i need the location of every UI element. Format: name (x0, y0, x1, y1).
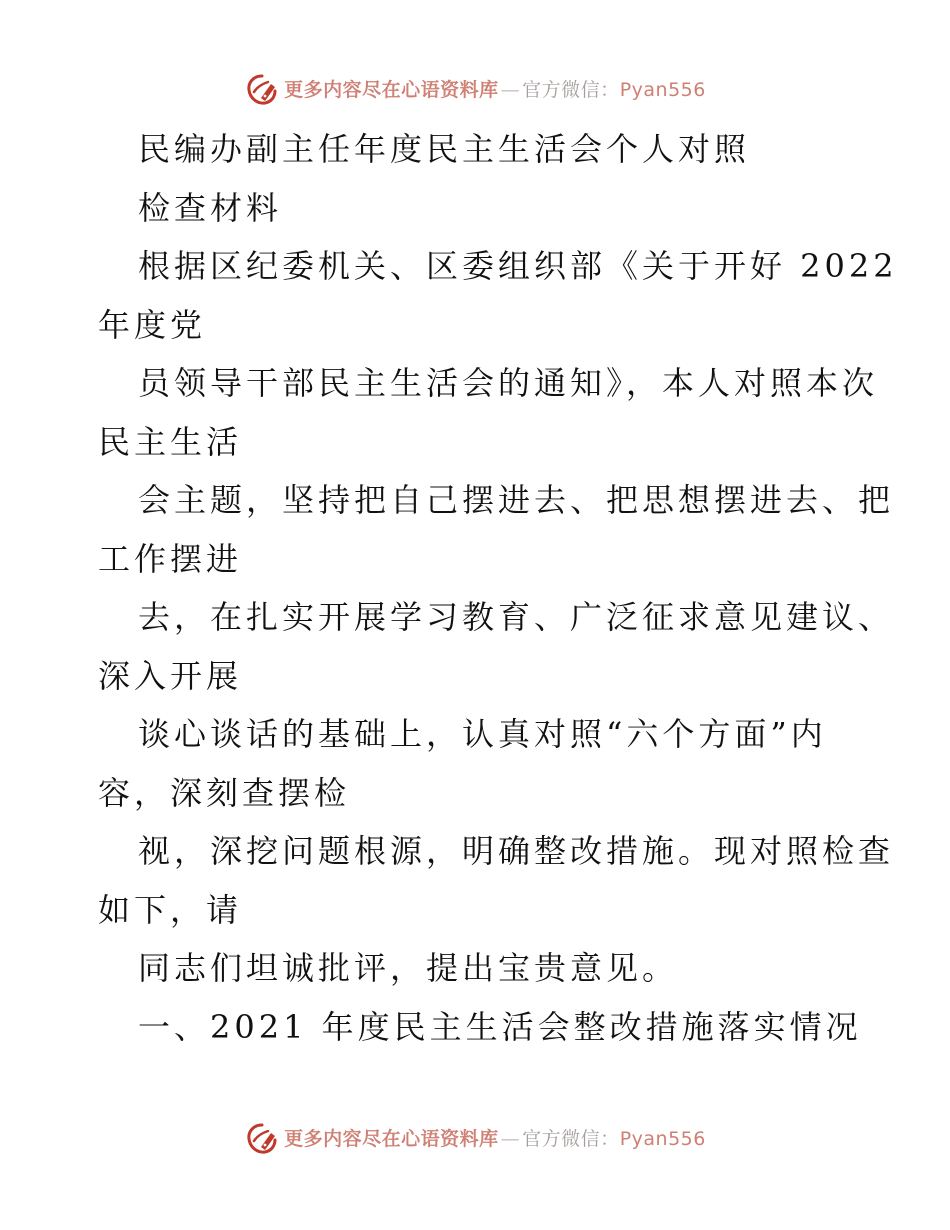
paragraph-line: 谈心谈话的基础上，认真对照“六个方面”内 (138, 715, 827, 753)
paragraph-line: 如下，请 (98, 890, 243, 929)
section-heading: 一、2021 年度民主生活会整改措施落实情况 (138, 1007, 862, 1046)
banner-separator: — (500, 1128, 521, 1150)
paragraph-line: 去，在扎实开展学习教育、广泛征求意见建议、 (138, 598, 895, 636)
paragraph-line: 同志们坦诚批评，提出宝贵意见。 (138, 949, 679, 987)
paragraph-line: 根据区纪委机关、区委组织部《关于开好 2022 (138, 247, 898, 285)
paragraph-line: 容，深刻查摆检 (98, 773, 351, 812)
paragraph-line: 深入开展 (98, 656, 243, 695)
banner-site-name: 更多内容尽在心语资料库 (284, 1128, 499, 1150)
paragraph-line: 年度党 (98, 305, 207, 344)
banner-wechat-id: Pyan556 (619, 79, 706, 101)
paragraph-line: 工作摆进 (98, 539, 243, 578)
header-watermark-banner (0, 70, 950, 110)
document-title-line-1: 民编办副主任年度民主生活会个人对照 (138, 130, 751, 168)
paragraph-line: 民主生活 (98, 422, 243, 461)
document-title-line-2: 检查材料 (138, 188, 283, 227)
banner-separator: — (500, 79, 521, 101)
paragraph-line: 会主题，坚持把自己摆进去、把思想摆进去、把 (138, 481, 895, 519)
document-body (98, 120, 898, 1056)
banner-wechat-label: 官方微信： (522, 79, 620, 101)
banner-site-name: 更多内容尽在心语资料库 (284, 79, 499, 101)
banner-wechat-id: Pyan556 (619, 1128, 706, 1150)
pen-nib-swirl-logo-icon (244, 1121, 280, 1157)
footer-watermark-banner (0, 1119, 950, 1159)
paragraph-line: 视，深挖问题根源，明确整改措施。现对照检查 (138, 832, 895, 870)
pen-nib-swirl-logo-icon (244, 72, 280, 108)
banner-wechat-label: 官方微信： (522, 1128, 620, 1150)
paragraph-line: 员领导干部民主生活会的通知》，本人对照本次 (138, 364, 879, 402)
